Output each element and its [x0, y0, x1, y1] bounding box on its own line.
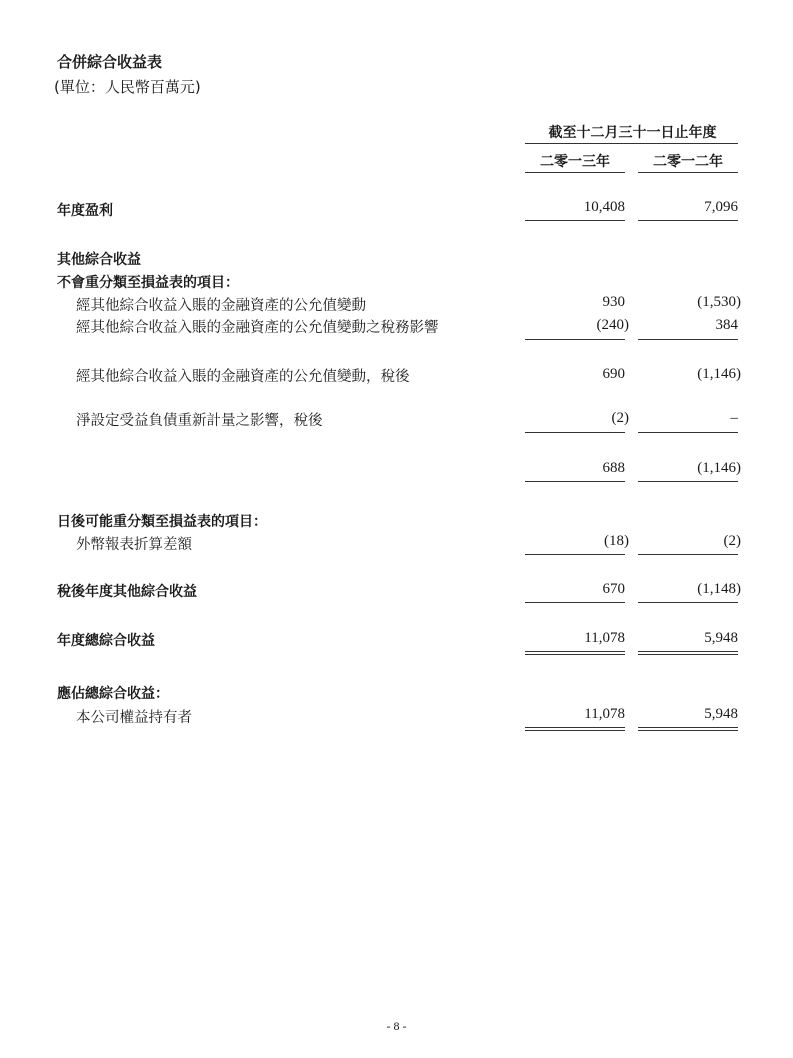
total-ci-2012: 5,948 — [704, 630, 738, 646]
total-ci-label: 年度總綜合收益 — [57, 633, 155, 649]
page-title: 合併綜合收益表 — [57, 53, 163, 71]
col-2012-header-rule — [638, 172, 738, 173]
remeasure-2012-rule — [638, 432, 738, 433]
fx-label: 外幣報表折算差額 — [76, 537, 192, 553]
fv-tax-2012-rule — [638, 339, 738, 340]
oci-after-tax-2013-rule — [525, 602, 625, 603]
unit-note: (單位：人民幣百萬元) — [54, 78, 201, 96]
not-reclass-heading: 不會重分類至損益表的項目： — [57, 275, 239, 291]
subtotal-2013-rule — [525, 481, 625, 482]
profit-2013-rule — [525, 220, 625, 221]
oci-after-tax-2012: (1,148) — [697, 581, 741, 597]
subtotal-2012-rule — [638, 481, 738, 482]
owners-2013: 11,078 — [584, 706, 625, 722]
fv-tax-2013: (240) — [596, 317, 629, 333]
owners-label: 本公司權益持有者 — [76, 710, 192, 726]
subtotal-2012: (1,146) — [697, 460, 741, 476]
period-header: 截至十二月三十一日止年度 — [548, 125, 717, 141]
remeasure-label: 淨設定受益負債重新計量之影響，稅後 — [76, 413, 323, 429]
fv-net-2012: (1,146) — [697, 366, 741, 382]
attributable-heading: 應佔總綜合收益： — [57, 686, 169, 702]
may-reclass-heading: 日後可能重分類至損益表的項目： — [57, 514, 267, 530]
remeasure-2013-rule — [525, 432, 625, 433]
profit-2012-rule — [638, 220, 738, 221]
total-ci-2012-double-rule — [638, 651, 738, 655]
page-number: - 8 - — [386, 1019, 407, 1033]
remeasure-2013: (2) — [611, 410, 629, 426]
fx-2012-rule — [638, 554, 738, 555]
fx-2013-rule — [525, 554, 625, 555]
fv-change-2012: (1,530) — [697, 294, 741, 310]
fv-tax-label: 經其他綜合收益入賬的金融資產的公允值變動之稅務影響 — [76, 320, 439, 336]
fv-net-label: 經其他綜合收益入賬的金融資產的公允值變動，稅後 — [76, 369, 410, 385]
remeasure-2012: – — [730, 410, 738, 426]
total-ci-2013-double-rule — [525, 651, 625, 655]
col-2013-header-rule — [525, 172, 625, 173]
owners-2012-double-rule — [638, 727, 738, 731]
profit-2012: 7,096 — [704, 199, 738, 215]
fv-tax-2013-rule — [525, 339, 625, 340]
profit-label: 年度盈利 — [57, 203, 113, 219]
oci-after-tax-2013: 670 — [602, 581, 625, 597]
total-ci-2013: 11,078 — [584, 630, 625, 646]
oci-after-tax-2012-rule — [638, 602, 738, 603]
oci-heading: 其他綜合收益 — [57, 252, 141, 268]
period-header-rule — [525, 143, 738, 144]
fx-2012: (2) — [723, 533, 741, 549]
owners-2012: 5,948 — [704, 706, 738, 722]
profit-2013: 10,408 — [583, 199, 625, 215]
owners-2013-double-rule — [525, 727, 625, 731]
col-2012-header: 二零一二年 — [653, 154, 723, 170]
fv-change-label: 經其他綜合收益入賬的金融資產的公允值變動 — [76, 298, 366, 314]
fv-change-2013: 930 — [602, 294, 625, 310]
fv-tax-2012: 384 — [715, 317, 738, 333]
fx-2013: (18) — [604, 533, 629, 549]
fv-net-2013: 690 — [602, 366, 625, 382]
col-2013-header: 二零一三年 — [540, 154, 610, 170]
subtotal-2013: 688 — [602, 460, 625, 476]
oci-after-tax-label: 稅後年度其他綜合收益 — [57, 584, 197, 600]
